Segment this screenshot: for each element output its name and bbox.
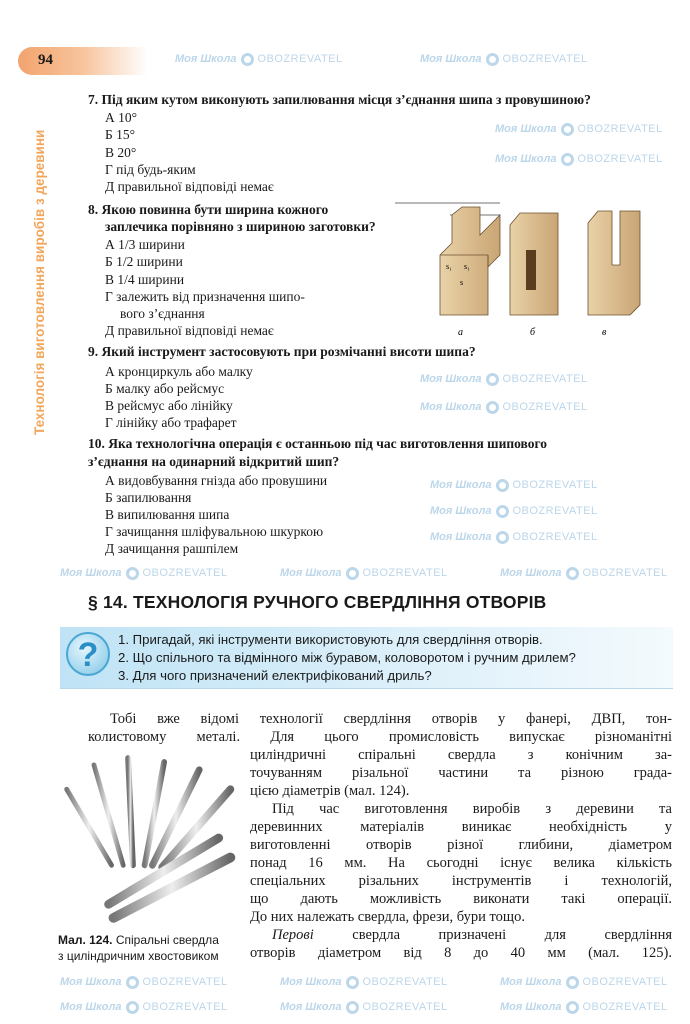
watermark: Моя Школа OBOZREVATEL	[495, 153, 663, 165]
body-line: цією діаметрів (мал. 124).	[250, 783, 410, 799]
watermark: Моя Школа OBOZREVATEL	[500, 976, 668, 988]
option: А 10°	[105, 110, 138, 125]
body-line: отворів діаметром від 8 до 40 мм (мал. 125).	[250, 945, 672, 961]
label-s: s	[460, 278, 464, 287]
page-number-badge	[18, 47, 148, 75]
option: В випилювання шипа	[105, 507, 230, 522]
caption-label: Мал. 124.	[58, 933, 113, 947]
review-questions-box	[60, 627, 673, 689]
label-a: а	[458, 327, 463, 338]
body-line: деревинних матеріалів виникає необхідність у	[250, 819, 672, 835]
review-question: 1. Пригадай, які інструменти використовують для свердління отворів.	[118, 632, 543, 647]
body-line: Перові свердла призначені для свердління	[272, 927, 672, 943]
option: Д зачищання рашпілем	[105, 541, 239, 556]
option: В рейсмус або лінійку	[105, 398, 233, 413]
label-s1b: s₁	[464, 262, 470, 271]
label-b: б	[530, 327, 536, 338]
caption-text: Спіральні свердла	[115, 933, 219, 947]
question-10: 10. Яка технологічна операція є останньою під час виготовлення шипового	[88, 436, 548, 451]
question-8-line2: заплечика порівняно з шириною заготовки?	[105, 219, 376, 234]
option: Д правильної відповіді немає	[105, 179, 274, 194]
watermark: Моя Школа OBOZREVATEL	[430, 505, 598, 517]
body-line: Під час виготовлення виробів з деревини та	[272, 801, 672, 817]
watermark: Моя Школа OBOZREVATEL	[420, 401, 588, 413]
option: А видовбування гнізда або провушини	[105, 473, 328, 488]
body-line: понад 16 мм. На сьогодні існує велика кількість	[250, 855, 672, 871]
question-9: 9. Який інструмент застосовують при розмічанні висоти шипа?	[88, 344, 476, 359]
body-line: спеціальних різальних інструментів і технологій,	[250, 873, 672, 889]
watermark: Моя Школа OBOZREVATEL	[430, 479, 598, 491]
side-title: Технологія виготовлення виробів з деревини	[32, 129, 47, 435]
figure-caption-line2: з циліндричним хвостовиком	[58, 949, 219, 963]
body-line: колистовому металі. Для цього промисловість випускає різноманітні	[88, 729, 672, 745]
page-number: 94	[38, 52, 53, 68]
watermark: Моя Школа OBOZREVATEL	[495, 123, 663, 135]
section-title: § 14. ТЕХНОЛОГІЯ РУЧНОГО СВЕРДЛІННЯ ОТВОРІВ	[88, 592, 547, 612]
question-mark-icon: ?	[66, 632, 110, 676]
question-8: 8. Якою повинна бути ширина кожного	[88, 202, 329, 217]
body-line: точуванням різальної частини та різною града-	[250, 765, 672, 781]
question-10-line2: з’єднання на одинарний відкритий шип?	[88, 454, 340, 469]
option: вого з’єднання	[120, 306, 205, 321]
option: Б малку або рейсмус	[105, 381, 225, 396]
option: А кронциркуль або малку	[105, 364, 253, 379]
label-v: в	[602, 327, 607, 338]
review-question: 3. Для чого призначений електрифікований дриль?	[118, 668, 432, 683]
watermark: Моя Школа OBOZREVATEL	[420, 53, 588, 65]
watermark: Моя Школа OBOZREVATEL	[175, 53, 343, 65]
watermark: Моя Школа OBOZREVATEL	[60, 1001, 228, 1013]
watermark: Моя Школа OBOZREVATEL	[500, 1001, 668, 1013]
figure-caption	[58, 933, 219, 948]
option: Г зачищання шліфувальною шкуркою	[105, 524, 324, 539]
tenon-joint-figure	[395, 195, 655, 345]
option: Г лінійку або трафарет	[105, 415, 237, 430]
body-line: До них належать свердла, фрези, бури тощо.	[250, 909, 525, 925]
body-line: виготовленні отворів різної глибини, діаметром	[250, 837, 672, 853]
watermark: Моя Школа OBOZREVATEL	[280, 567, 448, 579]
watermark: Моя Школа OBOZREVATEL	[500, 567, 668, 579]
watermark: Моя Школа OBOZREVATEL	[420, 373, 588, 385]
spiral-drills-illustration	[55, 748, 245, 928]
body-line: що дають можливість виконати такі операції.	[250, 891, 672, 907]
review-question: 2. Що спільного та відмінного між буравом, коловоротом і ручним дрилем?	[118, 650, 576, 665]
option: Б запилювання	[105, 490, 192, 505]
watermark: Моя Школа OBOZREVATEL	[280, 1001, 448, 1013]
option: В 20°	[105, 145, 137, 160]
option: Г під будь-яким	[105, 162, 196, 177]
watermark: Моя Школа OBOZREVATEL	[60, 567, 228, 579]
option: Д правильної відповіді немає	[105, 323, 274, 338]
label-s1: s₁	[446, 262, 452, 271]
body-line: циліндричні спіральні свердла з конічним за-	[250, 747, 672, 763]
watermark: Моя Школа OBOZREVATEL	[430, 531, 598, 543]
option: Б 15°	[105, 127, 136, 142]
option: Б 1/2 ширини	[105, 254, 183, 269]
option: А 1/3 ширини	[105, 237, 185, 252]
option: Г залежить від призначення шипо-	[105, 289, 305, 304]
option: В 1/4 ширини	[105, 272, 185, 287]
watermark: Моя Школа OBOZREVATEL	[60, 976, 228, 988]
body-line: Тобі вже відомі технології свердління отворів у фанері, ДВП, тон-	[110, 711, 672, 727]
question-7: 7. Під яким кутом виконують запилювання місця з’єднання шипа з провушиною?	[88, 92, 591, 107]
watermark: Моя Школа OBOZREVATEL	[280, 976, 448, 988]
